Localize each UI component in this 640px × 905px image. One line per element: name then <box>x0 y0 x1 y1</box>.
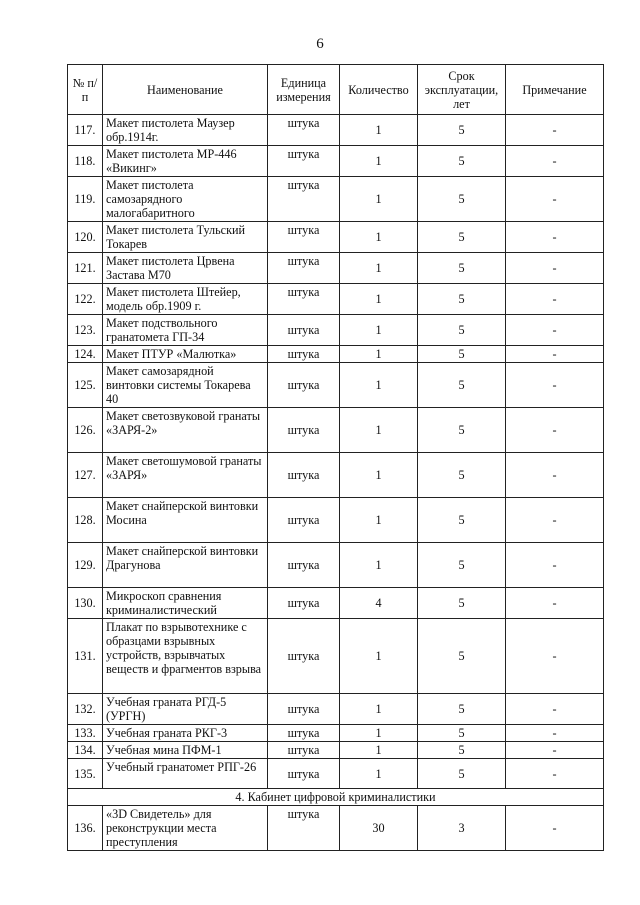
row-note: - <box>506 742 604 759</box>
row-term: 5 <box>418 453 506 498</box>
table-header-row <box>68 65 604 115</box>
row-quantity: 1 <box>340 253 418 284</box>
row-unit: штука <box>268 284 340 315</box>
row-quantity: 1 <box>340 315 418 346</box>
row-term: 5 <box>418 363 506 408</box>
row-quantity: 1 <box>340 543 418 588</box>
table-row <box>68 619 604 694</box>
row-term: 5 <box>418 115 506 146</box>
table-row <box>68 806 604 851</box>
row-note: - <box>506 694 604 725</box>
row-name: Плакат по взрывотехнике с образцами взрывных устройств, взрывчатых веществ и фрагментов взрыва <box>103 619 268 694</box>
equipment-table <box>67 64 604 851</box>
row-name: Учебная граната РКГ-3 <box>103 725 268 742</box>
row-term: 5 <box>418 742 506 759</box>
row-name: Учебный гранатомет РПГ-26 <box>103 759 268 789</box>
row-term: 5 <box>418 177 506 222</box>
row-note: - <box>506 759 604 789</box>
row-term: 5 <box>418 346 506 363</box>
section-row <box>68 789 604 806</box>
row-quantity: 1 <box>340 284 418 315</box>
row-note: - <box>506 588 604 619</box>
row-note: - <box>506 346 604 363</box>
row-number: 117. <box>68 115 103 146</box>
row-name: Макет пистолета МР-446 «Викинг» <box>103 146 268 177</box>
row-note: - <box>506 408 604 453</box>
row-unit: штука <box>268 453 340 498</box>
row-quantity: 30 <box>340 806 418 851</box>
row-quantity: 1 <box>340 115 418 146</box>
row-note: - <box>506 177 604 222</box>
row-term: 5 <box>418 146 506 177</box>
row-name: Макет пистолета самозарядного малогабаритного <box>103 177 268 222</box>
row-number: 127. <box>68 453 103 498</box>
row-name: Макет снайперской винтовки Драгунова <box>103 543 268 588</box>
header-num: № п/п <box>68 65 103 115</box>
row-term: 5 <box>418 222 506 253</box>
table-row <box>68 222 604 253</box>
table-row <box>68 315 604 346</box>
row-unit: штука <box>268 222 340 253</box>
row-number: 129. <box>68 543 103 588</box>
row-name: Макет пистолета Маузер обр.1914г. <box>103 115 268 146</box>
row-unit: штука <box>268 619 340 694</box>
row-note: - <box>506 543 604 588</box>
row-note: - <box>506 453 604 498</box>
row-unit: штука <box>268 363 340 408</box>
row-unit: штука <box>268 346 340 363</box>
header-name: Наименование <box>103 65 268 115</box>
row-unit: штука <box>268 253 340 284</box>
row-unit: штука <box>268 742 340 759</box>
row-name: Макет светошумовой гранаты «ЗАРЯ» <box>103 453 268 498</box>
row-quantity: 1 <box>340 346 418 363</box>
row-number: 133. <box>68 725 103 742</box>
row-term: 5 <box>418 619 506 694</box>
table-row <box>68 253 604 284</box>
row-quantity: 1 <box>340 498 418 543</box>
row-term: 5 <box>418 725 506 742</box>
row-name: Учебная мина ПФМ-1 <box>103 742 268 759</box>
row-name: «3D Свидетель» для реконструкции места преступления <box>103 806 268 851</box>
header-term: Срок эксплуатации, лет <box>418 65 506 115</box>
row-unit: штука <box>268 725 340 742</box>
row-number: 118. <box>68 146 103 177</box>
row-note: - <box>506 284 604 315</box>
row-number: 126. <box>68 408 103 453</box>
row-unit: штука <box>268 115 340 146</box>
row-note: - <box>506 498 604 543</box>
row-note: - <box>506 115 604 146</box>
row-quantity: 1 <box>340 222 418 253</box>
row-number: 134. <box>68 742 103 759</box>
table-row <box>68 146 604 177</box>
row-number: 131. <box>68 619 103 694</box>
row-term: 5 <box>418 694 506 725</box>
row-unit: штука <box>268 543 340 588</box>
table-row <box>68 453 604 498</box>
row-number: 121. <box>68 253 103 284</box>
row-number: 135. <box>68 759 103 789</box>
row-unit: штука <box>268 315 340 346</box>
row-quantity: 1 <box>340 177 418 222</box>
row-quantity: 1 <box>340 742 418 759</box>
row-term: 5 <box>418 253 506 284</box>
table-row <box>68 177 604 222</box>
row-note: - <box>506 363 604 408</box>
row-name: Макет пистолета Тульский Токарев <box>103 222 268 253</box>
row-number: 132. <box>68 694 103 725</box>
row-note: - <box>506 146 604 177</box>
table-row <box>68 742 604 759</box>
row-term: 5 <box>418 543 506 588</box>
page-number: 6 <box>316 36 324 52</box>
row-quantity: 1 <box>340 619 418 694</box>
row-term: 5 <box>418 284 506 315</box>
row-quantity: 1 <box>340 759 418 789</box>
table-row <box>68 759 604 789</box>
row-term: 5 <box>418 315 506 346</box>
row-quantity: 1 <box>340 363 418 408</box>
header-note: Примечание <box>506 65 604 115</box>
row-note: - <box>506 725 604 742</box>
row-unit: штука <box>268 694 340 725</box>
row-name: Макет снайперской винтовки Мосина <box>103 498 268 543</box>
row-quantity: 1 <box>340 694 418 725</box>
row-number: 128. <box>68 498 103 543</box>
table-row <box>68 588 604 619</box>
row-name: Макет светозвуковой гранаты «ЗАРЯ-2» <box>103 408 268 453</box>
row-quantity: 1 <box>340 453 418 498</box>
row-quantity: 1 <box>340 408 418 453</box>
table-row <box>68 694 604 725</box>
row-note: - <box>506 253 604 284</box>
row-quantity: 1 <box>340 146 418 177</box>
row-quantity: 1 <box>340 725 418 742</box>
section-title: 4. Кабинет цифровой криминалистики <box>68 789 604 806</box>
row-term: 5 <box>418 498 506 543</box>
row-note: - <box>506 619 604 694</box>
row-note: - <box>506 222 604 253</box>
table-row <box>68 543 604 588</box>
row-number: 124. <box>68 346 103 363</box>
row-note: - <box>506 315 604 346</box>
row-unit: штука <box>268 806 340 851</box>
table-row <box>68 115 604 146</box>
row-note: - <box>506 806 604 851</box>
table-row <box>68 408 604 453</box>
table-row <box>68 725 604 742</box>
row-number: 130. <box>68 588 103 619</box>
row-number: 122. <box>68 284 103 315</box>
table-row <box>68 284 604 315</box>
row-number: 123. <box>68 315 103 346</box>
header-unit: Единица измерения <box>268 65 340 115</box>
row-name: Макет пистолета Црвена Застава М70 <box>103 253 268 284</box>
row-term: 5 <box>418 408 506 453</box>
row-term: 5 <box>418 588 506 619</box>
row-name: Макет подствольного гранатомета ГП-34 <box>103 315 268 346</box>
row-name: Микроскоп сравнения криминалистический <box>103 588 268 619</box>
table-row <box>68 498 604 543</box>
row-unit: штука <box>268 408 340 453</box>
row-term: 5 <box>418 759 506 789</box>
row-name: Учебная граната РГД-5 (УРГН) <box>103 694 268 725</box>
table-row <box>68 363 604 408</box>
row-unit: штука <box>268 177 340 222</box>
row-unit: штука <box>268 498 340 543</box>
row-number: 119. <box>68 177 103 222</box>
row-term: 3 <box>418 806 506 851</box>
row-quantity: 4 <box>340 588 418 619</box>
header-qty: Количество <box>340 65 418 115</box>
row-name: Макет пистолета Штейер, модель обр.1909 г. <box>103 284 268 315</box>
table-row <box>68 346 604 363</box>
row-name: Макет самозарядной винтовки системы Токарева 40 <box>103 363 268 408</box>
row-unit: штука <box>268 588 340 619</box>
row-unit: штука <box>268 759 340 789</box>
row-number: 120. <box>68 222 103 253</box>
row-unit: штука <box>268 146 340 177</box>
row-number: 125. <box>68 363 103 408</box>
row-number: 136. <box>68 806 103 851</box>
row-name: Макет ПТУР «Малютка» <box>103 346 268 363</box>
